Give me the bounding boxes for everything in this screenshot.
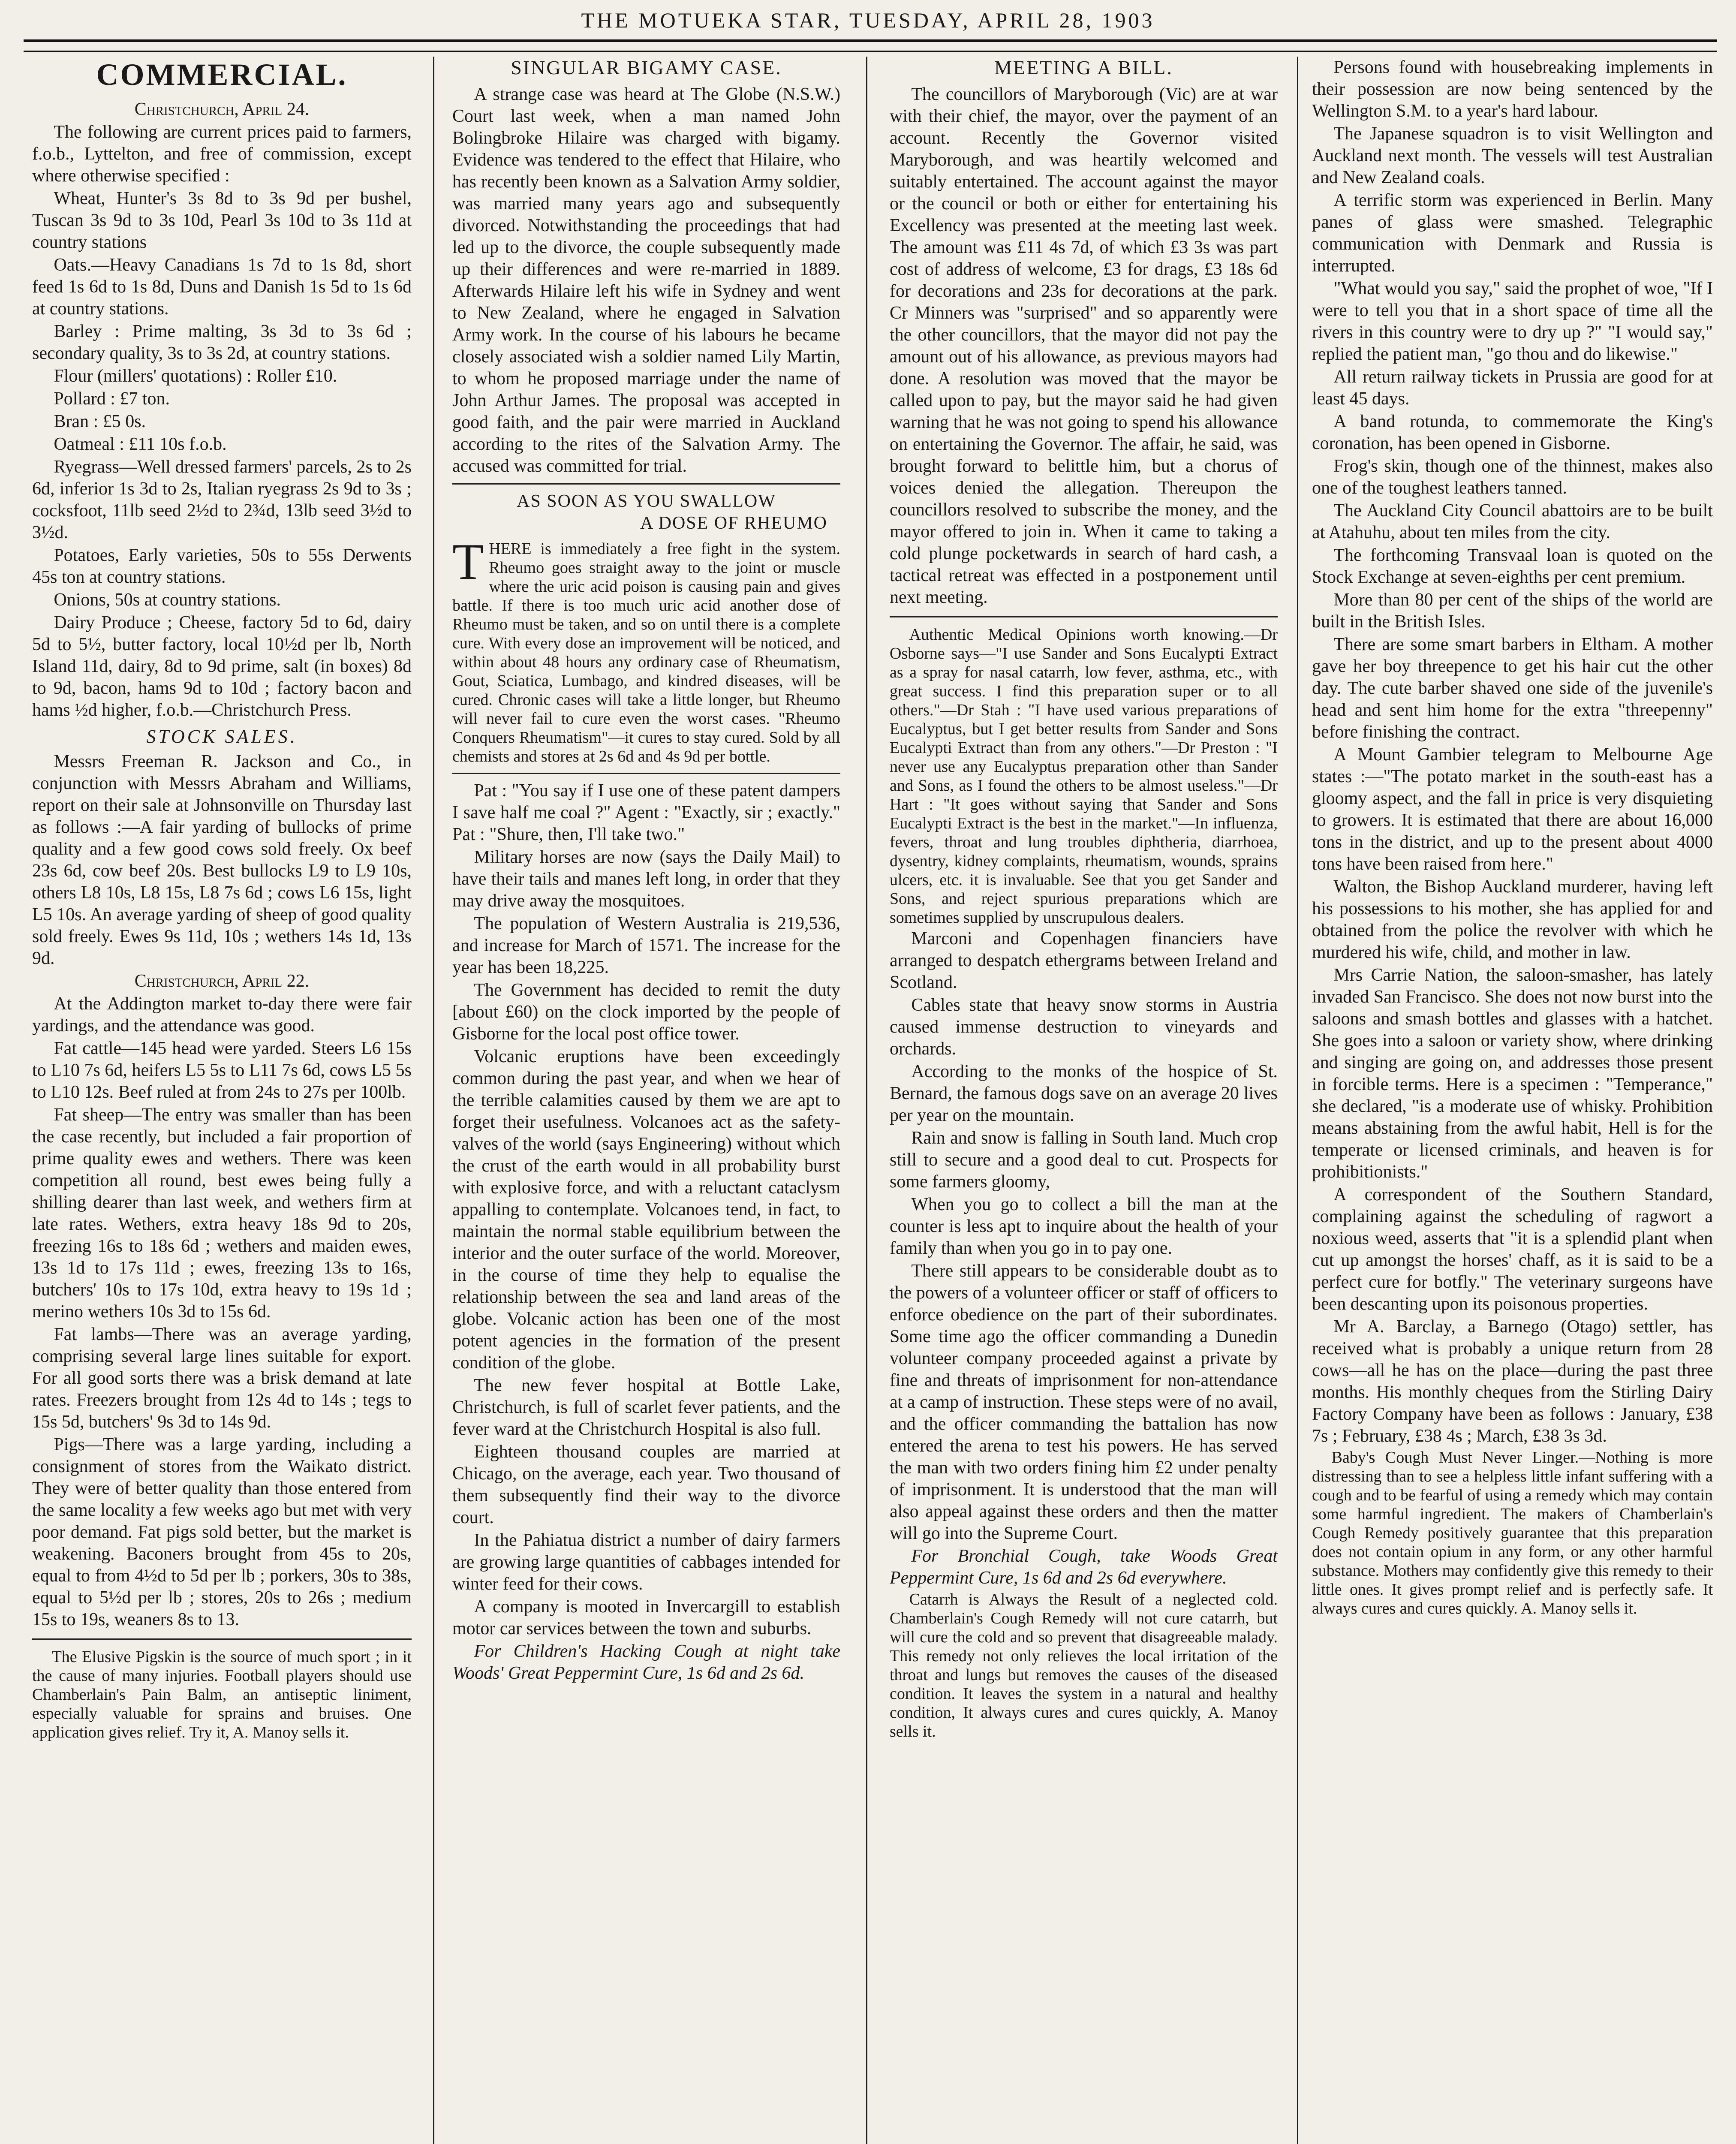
article-paragraph: At the Addington market to-day there were fair yardings, and the attendance was good. <box>32 994 412 1036</box>
article-paragraph: "What would you say," said the prophet of woe, "If I were to tell you that in a short space of time all the rivers in this country were to dry up ?" "I would say," replied the patient man, "go thou and do likewise." <box>1312 279 1713 364</box>
article-paragraph: In the Pahiatua district a number of dairy farmers are growing large quantities of cabbages intended for winter feed for their cows. <box>452 1530 840 1594</box>
article-paragraph: The Government has decided to remit the duty [about £60) on the clock imported by the people of Gisborne for the local post office tower. <box>452 980 840 1044</box>
rheumo-advertisement <box>452 483 840 774</box>
article-paragraph: All return railway tickets in Prussia are good for at least 45 days. <box>1312 367 1713 409</box>
advertisement: For Bronchial Cough, take Woods Great Peppermint Cure, 1s 6d and 2s 6d everywhere. <box>890 1546 1278 1588</box>
ad-body <box>452 533 840 766</box>
article-paragraph: Fat lambs—There was an average yarding, comprising several large lines suitable for export. For all good sorts there was a brisk demand at late rates. Freezers brought from 12s 4d to 14s ; tegs to 15s 5d, butchers' 9s 3d to 14s 9d. <box>32 1325 412 1432</box>
article-paragraph: Wheat, Hunter's 3s 8d to 3s 9d per bushel, Tuscan 3s 9d to 3s 10d, Pearl 3s 10d to 3s 11d at country stations <box>32 189 412 252</box>
article-paragraph: Fat sheep—The entry was smaller than has been the case recently, but included a fair proportion of prime quality ewes and wethers. There was keen competition all round, best ewes being fully a shilling dearer than last week, and wethers firm at late rates. Wethers, extra heavy 18s 9d to 20s, freezing 16s to 18s 6d ; wethers and maiden ewes, 13s 1d to 17s 11d ; ewes, freezing 13s to 16s, butchers' 10s to 17s 10d, extra heavy to 19s 1d ; merino wethers 10s 3d to 15s 6d. <box>32 1105 412 1322</box>
article-paragraph: A Mount Gambier telegram to Melbourne Age states :—"The potato market in the south-east has a gloomy aspect, and the fall in price is very disquieting to growers. It is estimated that there are about 16,000 tons in the district, and up to the present about 4000 tons have been raised from here." <box>1312 745 1713 874</box>
article-paragraph: Pigs—There was a large yarding, including a consignment of stores from the Waikato district. They were of better quality than those entered from the same locality a few weeks ago but met with very poor demand. Fat pigs sold better, but the market is weakening. Baconers brought from 45s to 20s, equal to from 4½d to 5d per lb ; porkers, 30s to 38s, equal to 5½d per lb ; stores, 20s to 26s ; medium 15s to 19s, weaners 8s to 13. <box>32 1435 412 1629</box>
advertisement: Baby's Cough Must Never Linger.—Nothing is more distressing than to see a helpless little infant suffering with a cough and to be fearful of using a remedy which may contain some harmful ingredient. The makers of Chamberlain's Cough Remedy positively guarantee that this preparation does not contain opium in any form, or any other harmful substance. Mothers may confidently give this remedy to their little ones. It gives prompt relief and is perfectly safe. It always cures and cures quickly. A. Manoy sells it. <box>1312 1448 1713 1617</box>
article-paragraph: Messrs Freeman R. Jackson and Co., in conjunction with Messrs Abraham and Williams, report on their sale at Johnsonville on Thursday last as follows :—A fair yarding of bullocks of prime quality and a few good cows sold freely. Ox beef 23s 6d, cow beef 20s. Best bullocks L9 to L9 10s, others L8 10s, L8 15s, L8 7s 6d ; cows L6 15s, light L5 10s. An average yarding of sheep of good quality sold freely. Ewes 9s 11d, 10s ; wethers 14s 1d, 13s 9d. <box>32 752 412 968</box>
article-paragraph: A strange case was heard at The Globe (N.S.W.) Court last week, when a man named John Bolingbroke Hilaire was charged with bigamy. Evidence was tendered to the effect that Hilaire, who has recently been known as a Salvation Army soldier, was married many years ago and subsequently divorced. Notwithstanding the proceedings that had led up to the divorce, the couple subsequently made up their differences and were re-married in 1889. Afterwards Hilaire left his wife in Sydney and went to New Zealand, where he engaged in Salvation Army work. In the course of his labours he became closely associated wish a soldier named Lily Martin, to whom he proposed marriage under the name of John Arthur James. The proposal was accepted in good faith, and the pair were married in Auckland according to the rites of the Salvation Army. The accused was committed for trial. <box>452 84 840 476</box>
column-divider <box>866 57 867 2144</box>
article-paragraph: Oatmeal : £11 10s f.o.b. <box>54 434 227 454</box>
article-paragraph: The councillors of Maryborough (Vic) are at war with their chief, the mayor, over the payment of an account. Recently the Governor visited Maryborough, and was heartily welcomed and suitably entertained. The account against the mayor or the council or both or either for entertaining his Excellency was presented at the meeting last week. The amount was £11 4s 7d, of which £3 3s was part cost of address of welcome, £3 for drags, £3 18s 6d for decorations and 23s for decorations at the park. Cr Minners was "surprised" and so apparently were the other councillors, that the mayor did not pay the amount out of his allowance, as previous mayors had done. A resolution was moved that the mayor be called upon to pay, but the mayor said he had given warning that he was not going to spend his allowance on entertaining the Governor. The affair, he said, was brought forward to belittle him, but a chorus of voices denied the allegation. Thereupon the councillors resolved to subscribe the money, and the mayor offered to join in. When it came to taking a cold plunge pocketwards in search of hard cash, a tactical retreat was effected in a postponement until next meeting. <box>890 84 1278 607</box>
masthead-rule <box>24 39 1717 52</box>
article-paragraph: Ryegrass—Well dressed farmers' parcels, 2s to 2s 6d, inferior 1s 3d to 2s, Italian ryegrass 2s 9d to 3s ; cocksfoot, 11lb seed 2½d to 2¾d, 13lb seed 3½d to 3½d. <box>32 457 412 542</box>
article-paragraph: The Auckland City Council abattoirs are to be built at Atahuhu, about ten miles from the city. <box>1312 501 1713 542</box>
article-paragraph: Frog's skin, though one of the thinnest, makes also one of the toughest leathers tanned. <box>1312 456 1713 498</box>
article-paragraph: Mr A. Barclay, a Barnego (Otago) settler, has received what is probably a unique return from 28 cows—all he has on the place—during the past three months. His monthly cheques from the Stirling Dairy Factory Company have been as follows : January, £38 7s ; February, £38 4s ; March, £38 3s 3d. <box>1312 1317 1713 1446</box>
article-paragraph: Rain and snow is falling in South land. Much crop still to secure and a good deal to cut. Prospects for some farmers gloomy, <box>890 1128 1278 1192</box>
column-divider <box>1297 57 1298 2144</box>
article-paragraph: The forthcoming Transvaal loan is quoted on the Stock Exchange at seven-eighths per cent premium. <box>1312 545 1713 587</box>
commercial-heading: COMMERCIAL. <box>96 57 348 92</box>
article-paragraph: There still appears to be considerable doubt as to the powers of a volunteer officer or staff of officers to enforce obedience on the part of their subordinates. Some time ago the officer commanding a Dunedin volunteer company proceeded against a private by fine and threats of imprisonment for non-attendance at a camp of instruction. These steps were of no avail, and the officer commanding the battalion has now entered the arena to test his powers. He has served the man with two orders fining him £2 under penalty of imprisonment. It is understood that the man will also appeal against these orders and then the matter will go into the Supreme Court. <box>890 1261 1278 1543</box>
article-paragraph: The new fever hospital at Bottle Lake, Christchurch, is full of scarlet fever patients, and the fever ward at the Christchurch Hospital is also full. <box>452 1376 840 1439</box>
column-3 <box>890 57 1278 2144</box>
ad-body-text: HERE is immediately a free fight in the system. Rheumo goes straight away to the joint or muscle where the uric acid poison is causing pain and gives battle. If there is too much uric acid another dose of Rheumo must be taken, and so on until there is a complete cure. With every dose an improvement will be noticed, and within about 48 hours any ordinary case of Rheumatism, Gout, Sciatica, Lumbago, and kindred diseases, will be cured. Chronic cases will take a little longer, but Rheumo will never fail to cure even the worst cases. "Rheumo Conquers Rheumatism"—it cures to stay cured. Sold by all chemists and stores at 2s 6d and 4s 9d per bottle. <box>452 540 840 765</box>
column-4 <box>1312 57 1713 2144</box>
article-paragraph: Pollard : £7 ton. <box>54 389 170 409</box>
dateline: Christchurch, April 24. <box>134 99 310 119</box>
article-paragraph: Persons found with housebreaking implements in their possession are now being sentenced by the Wellington S.M. to a year's hard labour. <box>1312 57 1713 121</box>
drop-cap: T <box>452 533 484 590</box>
article-paragraph: According to the monks of the hospice of St. Bernard, the famous dogs save on an average 20 lives per year on the mountain. <box>890 1062 1278 1125</box>
advertisement: Authentic Medical Opinions worth knowing.—Dr Osborne says—"I use Sander and Sons Eucalypti Extract as a spray for nasal catarrh, low fever, asthma, etc., with great success. I find this preparation super or to all others."—Dr Stah : "I have used various preparations of Eucalyptus, but I get better results from Sander and Sons Eucalypti Extract than from any others."—Dr Preston : "I never use any Eucalyptus preparation other than Sander and Sons, as I found the others to be almost useless."—Dr Hart : "It goes without saying that Sander and Sons Eucalypti Extract is the best in the market."—In influenza, fevers, throat and lung troubles diphtheria, diarrhoea, dysentry, kidney complaints, rheumatism, wounds, sprains ulcers, etc. it is invaluable. See that you get Sander and Sons, and reject spurious preparations which are sometimes supplied by unscrupulous dealers. <box>890 626 1278 927</box>
article-paragraph: When you go to collect a bill the man at the counter is less apt to inquire about the health of your family than when you go in to pay one. <box>890 1195 1278 1258</box>
divider <box>890 616 1278 617</box>
article-paragraph: The population of Western Australia is 219,536, and increase for March of 1571. The increase for the year has been 18,225. <box>452 914 840 977</box>
meeting-heading: MEETING A BILL. <box>994 57 1173 78</box>
article-paragraph: Barley : Prime malting, 3s 3d to 3s 6d ; secondary quality, 3s to 3s 2d, at country stations. <box>32 322 412 363</box>
advertisement: The Elusive Pigskin is the source of much sport ; in it the cause of many injuries. Football players should use Chamberlain's Pain Balm, an antiseptic liniment, especially valuable for sprains and bruises. One application gives relief. Try it, A. Manoy sells it. <box>32 1648 412 1741</box>
article-paragraph: Dairy Produce ; Cheese, factory 5d to 6d, dairy 5d to 5½, butter factory, local 10½d per lb, North Island 11d, dairy, 8d to 9d prime, salt (in boxes) 8d to 9d, bacon, hams 9d to 10d ; factory bacon and hams ½d higher, f.o.b.—Christchurch Press. <box>32 613 412 720</box>
article-paragraph: There are some smart barbers in Eltham. A mother gave her boy threepence to get his hair cut the other day. The cute barber shaved one side of the juvenile's head and sent him home for the extra "threepenny" before finishing the contract. <box>1312 635 1713 742</box>
stock-sales-heading: STOCK SALES. <box>146 726 298 747</box>
advertisement: Catarrh is Always the Result of a neglected cold. Chamberlain's Cough Remedy will not cure catarrh, but will cure the cold and so prevent that disagreeable malady. This remedy not only relieves the local irritation of the throat and lungs but removes the causes of the diseased condition. It leaves the system in a natural and healthy condition, It always cures and cures quickly, A. Manoy sells it. <box>890 1590 1278 1740</box>
article-paragraph: Fat cattle—145 head were yarded. Steers L6 15s to L10 7s 6d, heifers L5 5s to L11 7s 6d, cows L5 5s to L10 12s. Beef ruled at from 24s to 27s per 100lb. <box>32 1039 412 1102</box>
article-paragraph: More than 80 per cent of the ships of the world are built in the British Isles. <box>1312 590 1713 632</box>
article-paragraph: Flour (millers' quotations) : Roller £10. <box>54 366 337 386</box>
column-divider <box>433 57 434 2144</box>
article-paragraph: Marconi and Copenhagen financiers have arranged to despatch ethergrams between Ireland and Scotland. <box>890 929 1278 992</box>
article-paragraph: Eighteen thousand couples are married at Chicago, on the average, each year. Two thousand of them subsequently find their way to the divorce court. <box>452 1442 840 1527</box>
article-paragraph: A company is mooted in Invercargill to establish motor car services between the town and suburbs. <box>452 1597 840 1638</box>
article-paragraph: Onions, 50s at country stations. <box>54 590 281 610</box>
column-2 <box>452 57 840 2144</box>
article-paragraph: A band rotunda, to commemorate the King's coronation, has been opened in Gisborne. <box>1312 412 1713 453</box>
ad-subheading: A DOSE OF RHEUMO <box>640 513 827 533</box>
article-paragraph: Oats.—Heavy Canadians 1s 7d to 1s 8d, short feed 1s 6d to 1s 8d, Duns and Danish 1s 5d to 1s 6d at country stations. <box>32 255 412 319</box>
article-paragraph: A terrific storm was experienced in Berlin. Many panes of glass were smashed. Telegraphic communication with Denmark and Russia is interrupted. <box>1312 190 1713 276</box>
divider <box>32 1638 412 1640</box>
ad-heading: AS SOON AS YOU SWALLOW <box>517 491 776 511</box>
article-paragraph: Pat : "You say if I use one of these patent dampers I save half me coal ?" Agent : "Exactly, sir ; exactly." Pat : "Shure, then, I'll take two." <box>452 781 840 844</box>
article-paragraph: Bran : £5 0s. <box>54 412 146 431</box>
article-paragraph: Walton, the Bishop Auckland murderer, having left his possessions to his mother, she has applied for and obtained from the police the revolver with which he murdered his wife, child, and mother in law. <box>1312 877 1713 962</box>
article-paragraph: Mrs Carrie Nation, the saloon-smasher, has lately invaded San Francisco. She does not now burst into the saloons and smash bottles and glasses with a hatchet. She goes into a saloon or variety show, where drinking and singing are going on, and addresses those present in forcible terms. Here is a specimen : "Temperance," she declared, "is a moderate use of whisky. Prohibition means abstaining from the awful habit, Hell is for the temperate or licensed criminals, and heaven is for prohibitionists." <box>1312 965 1713 1182</box>
article-paragraph: The following are current prices paid to farmers, f.o.b., Lyttelton, and free of commission, except where otherwise specified : <box>32 122 412 186</box>
masthead: THE MOTUEKA STAR, TUESDAY, APRIL 28, 1903 <box>581 8 1155 32</box>
dateline: Christchurch, April 22. <box>134 971 310 991</box>
article-paragraph: Volcanic eruptions have been exceedingly common during the past year, and when we hear of the terrible calamities caused by them we are apt to forget their usefulness. Volcanoes act as the safety-valves of the world (says Engineering) without which the crust of the earth would in all probability burst with explosive force, and with a reluctant cataclysm appalling to contemplate. Volcanoes tend, in fact, to maintain the normal stable equilibrium between the interior and the outer surface of the world. Moreover, in the course of time they help to equalise the relationship between the sea and land areas of the globe. Volcanic action has been one of the most potent agencies in the formation of the present condition of the globe. <box>452 1047 840 1373</box>
article-paragraph: The Japanese squadron is to visit Wellington and Auckland next month. The vessels will test Australian and New Zealand coals. <box>1312 124 1713 187</box>
bigamy-heading: SINGULAR BIGAMY CASE. <box>511 57 782 78</box>
article-paragraph: Potatoes, Early varieties, 50s to 55s Derwents 45s ton at country stations. <box>32 545 412 587</box>
article-paragraph: A correspondent of the Southern Standard, complaining against the scheduling of ragwort a noxious weed, asserts that "it is a splendid plant when cut up amongst the horses' chaff, as it is said to be a perfect cure for botfly." The veterinary surgeons have been descanting upon its poisonous properties. <box>1312 1185 1713 1314</box>
advertisement: For Children's Hacking Cough at night take Woods' Great Peppermint Cure, 1s 6d and 2s 6d. <box>452 1641 840 1683</box>
article-paragraph: Cables state that heavy snow storms in Austria caused immense destruction to vineyards and orchards. <box>890 995 1278 1059</box>
article-paragraph: Military horses are now (says the Daily Mail) to have their tails and manes left long, in order that they may drive away the mosquitoes. <box>452 847 840 911</box>
column-1 <box>32 57 412 2144</box>
